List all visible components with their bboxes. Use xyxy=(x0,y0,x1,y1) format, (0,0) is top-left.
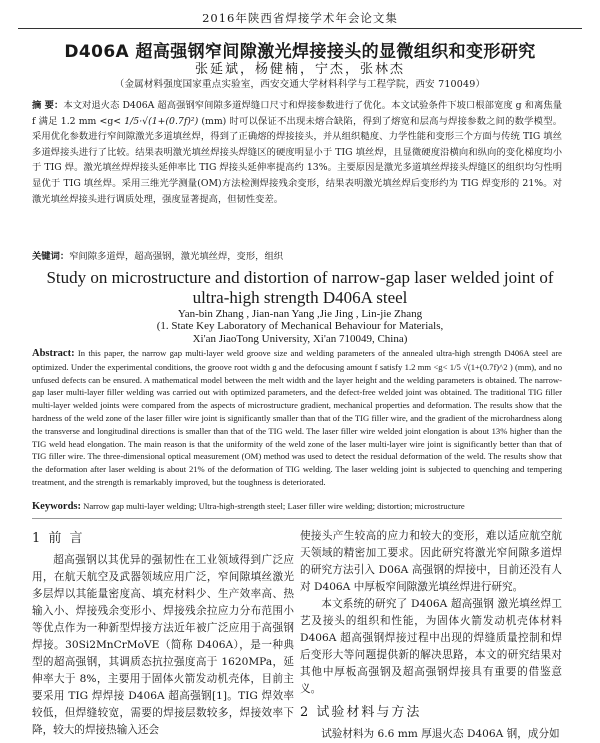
english-title: Study on microstructure and distortion of narrow-gap laser welded joint of ultra-high strength D406A steel xyxy=(46,268,554,307)
section-1-paragraph-1: 超高强钢以其优异的强韧性在工业领域得到广泛应用，在航天航空及武器领域应用广泛，窄间隙填丝激光多层焊以其能量密度高、填充材料少、生产效率高、热输入小、焊接残余变形小、焊接残余拉应力分布范围小等优点作为一种新型焊接方法近年被广泛应用于高强钢焊接。30Si2MnCrMoVE（简称 D406A），是一种典型的超高强钢，其调质态抗拉强度高于 1620MPa，延伸率大于 8%，主要用于固体火箭发动机壳体，目前主要采用 TIG 焊焊接 D406A 超高强钢[1]。TIG 焊效率较低，但焊缝较宽，需要的焊接层数较多，焊接效率下降，较大的焊接热输入还会 xyxy=(32,554,294,736)
english-affiliation-line-1: (1. State Key Laboratory of Mechanical Behaviour for Materials, xyxy=(156,320,444,332)
english-affiliation-line-2: Xi'an JiaoTong University, Xi'an 710049, China) xyxy=(192,332,408,345)
chinese-abstract-text-1: 本文对退火态 D406A 超高强钢窄间隙多道焊缝口尺寸和焊接参数进行了优化。本文试验条件下坡口根部宽度 g 和离焦量 f 满足 1.2 mm <g< xyxy=(32,100,562,127)
english-keywords-text: Narrow gap multi-layer welding; Ultra-high-strength steel; Laser filler wire welding; distortion; microstructure xyxy=(83,501,465,511)
chinese-abstract-label: 摘 要： xyxy=(32,100,64,111)
body-right-column xyxy=(300,528,562,743)
body-left-column xyxy=(32,528,294,739)
chinese-title: D406A 超高强钢窄间隙激光焊接接头的显微组织和变形研究 xyxy=(64,42,536,62)
english-affiliation xyxy=(18,320,582,345)
section-2-heading: 2 试验材料与方法 xyxy=(300,705,422,720)
chinese-keywords-label: 关键词： xyxy=(32,251,70,262)
chinese-abstract-text-2: (mm) 时可以保证不出现未熔合缺陷，得到了熔宽和层高与焊接参数之间的数学模型。采用优化参数进行窄间隙激光多道填丝焊，得到了正确熔的焊接接头，并从组织糙度、力学性能和变形三个方面与传统 TIG 填丝多道焊接头进行了比较。结果表明激光填丝焊接头焊缝区的硬度明显小于 TIG 填丝焊，且显微硬度沿横向和纵向的变化梯度均小于 TIG 焊。激光填丝焊焊接头延伸率比 TIG 焊接头延伸率提高约 13%。主要原因是激光多道填丝焊接头焊缝区的组织均匀性明显优于 TIG 填丝焊。采用三维光学测量(OM)方法检测焊接残余变形，结果表明激光填丝焊后变形约为 TIG 焊变形的 21%。对激光填丝焊接头进行调质处理，强度显著提高，但韧性变差。 xyxy=(32,115,562,205)
chinese-abstract-formula: 1/5·√(1+(0.7f)²) xyxy=(124,115,199,127)
english-authors: Yan-bin Zhang , Jian-nan Yang ,Jie Jing , Lin-jie Zhang xyxy=(177,308,423,320)
running-head: 2016年陕西省焊接学术年会论文集 xyxy=(202,11,398,25)
body-divider xyxy=(32,518,562,519)
chinese-authors: 张延斌，杨健楠，宁杰，张林杰 xyxy=(194,62,405,77)
chinese-abstract xyxy=(32,98,562,207)
english-abstract xyxy=(32,347,562,489)
section-1-paragraph-2: 使接头产生较高的应力和较大的变形，难以适应航空航天领域的精密加工要求。因此研究将激光窄间隙多道焊的研究方法引入 D06A 高强钢的焊接中，目前还没有人对 D406A 中厚板窄间隙激光填丝焊进行研究。 xyxy=(300,530,562,593)
chinese-keywords-text: 窄间隙多道焊，超高强钢，激光填丝焊，变形，组织 xyxy=(69,251,284,262)
chinese-keywords xyxy=(32,250,562,264)
chinese-affiliation: （金属材料强度国家重点实验室，西安交通大学材料科学与工程学院，西安 710049） xyxy=(114,79,486,90)
english-keywords xyxy=(32,500,562,513)
english-abstract-label: Abstract: xyxy=(32,348,75,359)
english-keywords-label: Keywords: xyxy=(32,501,81,512)
header-rule xyxy=(18,28,582,29)
section-1-heading: 1 前 言 xyxy=(32,531,85,546)
english-abstract-text: In this paper, the narrow gap multi-layer weld groove size and welding parameters of the annealed ultra-high strength D406A steel are optimized. Under the experimental conditions, the groove root width g and the defocusing amount f satisfy 1.2 mm <g< 1/5 √(1+(0.7f)^2 ) (mm), and no unfused defects can be ensured. A mathematical model between the melt width and the layer height and the welding parameters is obtained. The narrow-gap laser multi-layer filler welding was carried out with optimized parameters, and the defect-free welded joint was obtained. The traditional TIG filler multi-layer welded joints were compared from the aspects of microstructure gradient, mechanical properties and deformation. The results show that the hardness of the weld zone of the laser filler wire joint is significantly smaller than that of the TIG filler wire, and the gradient of the microhardness along the transverse and longitudinal directions is smaller than that of the TIG weld. The laser filler wire welded joint elongation is about 13% higher than the TIG weld head elongation. The main reason is that the uniformity of the weld zone of the laser multi-layer wire joint is significantly better than that of TIG filler wire. The three-dimensional optical measurement (OM) method was used to detect the residual deformation of the weld. The results show that the deformation after laser welding is about 21% of the deformation of TIG welding. The laser welding joint is subjected to quenching and tempering treatment, and the strength is remarkably improved, but the toughness is deteriorated. xyxy=(32,348,562,487)
section-2-paragraph-1: 试验材料为 6.6 mm 厚退火态 D406A 钢，成分如 xyxy=(321,728,560,740)
section-1-paragraph-3: 本文系统的研究了 D406A 超高强钢 激光填丝焊工艺及接头的组织和性能，为固体火箭发动机壳体材料 D406A 超高强钢焊接过程中出现的焊缝质量控制和焊后变形大等问题提供新的解决思路，本文的研究结果对其他中厚板高强钢及超高强钢焊接具有重要的借鉴意义。 xyxy=(300,598,562,695)
